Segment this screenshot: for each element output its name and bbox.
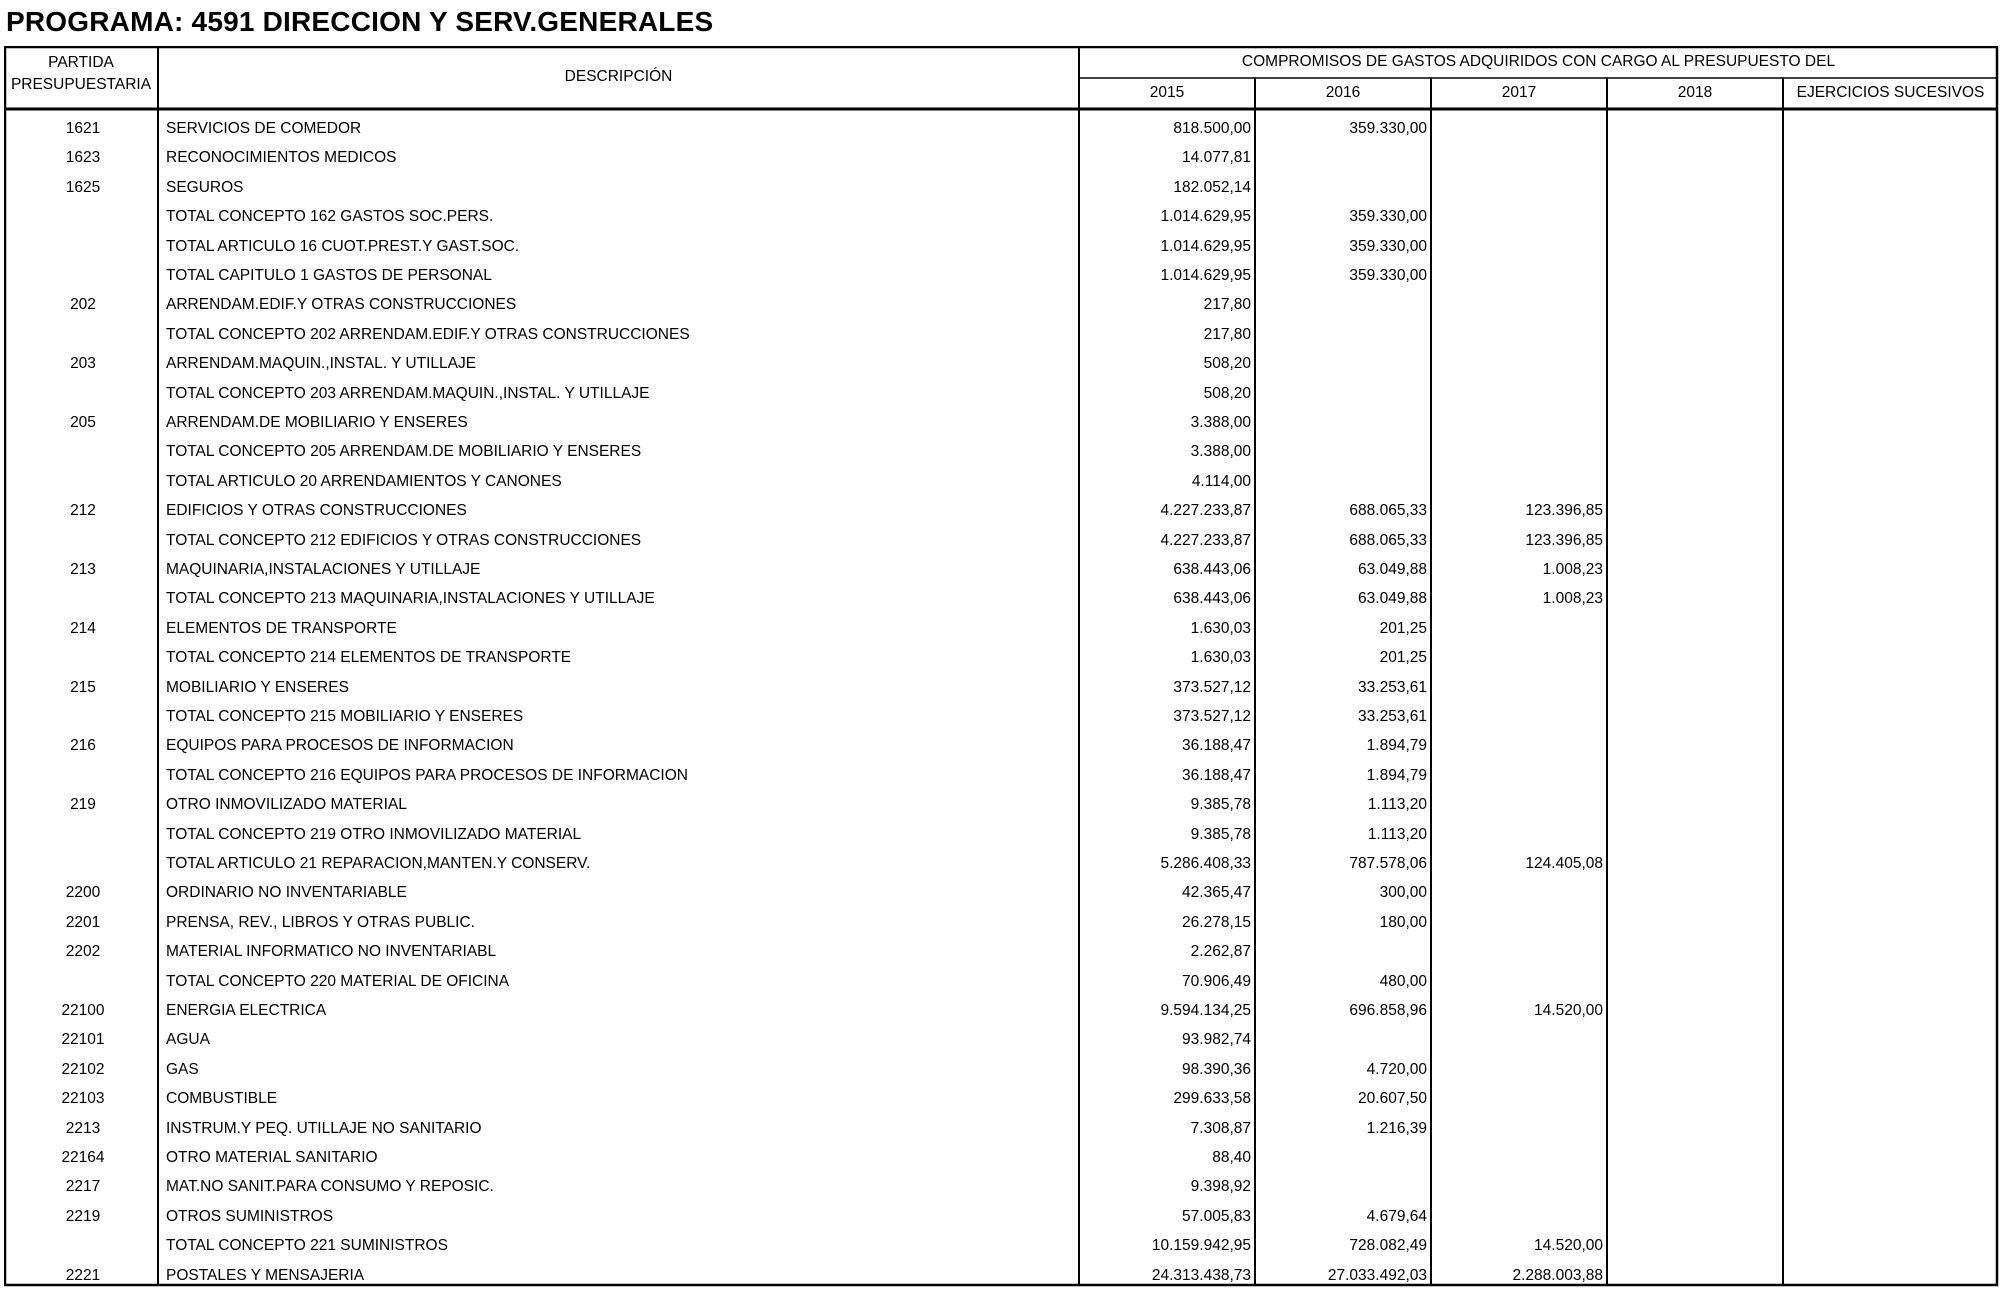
cell-2016: 4.720,00: [1366, 1060, 1427, 1078]
cell-partida: 202: [70, 296, 96, 314]
cell-partida: 22102: [61, 1060, 105, 1078]
cell-2017: 123.396,85: [1525, 531, 1603, 549]
cell-sucesivos: [1783, 496, 1994, 525]
header-partida-line1: PARTIDA: [48, 54, 114, 71]
cell-descripcion: AGUA: [166, 1031, 210, 1049]
cell-partida: [8, 232, 158, 261]
cell-descripcion: TOTAL ARTICULO 21 REPARACION,MANTEN.Y CONSERV.: [166, 855, 591, 872]
header-year-2016: 2016: [1325, 84, 1361, 101]
cell-2015: 217,80: [1203, 296, 1251, 314]
header-year-2018: 2018: [1677, 84, 1713, 101]
cell-partida: 1623: [65, 149, 101, 167]
cell-partida: 214: [70, 619, 96, 637]
cell-partida: 1621: [65, 120, 101, 137]
cell-2016: 4.679,64: [1366, 1207, 1427, 1225]
cell-2016: 359.330,00: [1349, 267, 1427, 284]
cell-partida: 216: [70, 737, 96, 755]
cell-descripcion: RECONOCIMIENTOS MEDICOS: [166, 149, 397, 167]
cell-2017: [1431, 379, 1603, 408]
cell-2017: [1431, 232, 1603, 261]
cell-2017: [1431, 790, 1603, 819]
cell-partida: 2219: [65, 1207, 101, 1225]
cell-partida: 22101: [61, 1031, 105, 1049]
cell-2017: [1431, 1172, 1603, 1201]
cell-2015: 70.906,49: [1182, 972, 1251, 990]
cell-descripcion: ORDINARIO NO INVENTARIABLE: [166, 884, 407, 902]
cell-2017: 14.520,00: [1534, 1002, 1603, 1019]
cell-2018: [1607, 349, 1779, 378]
cell-sucesivos: [1783, 643, 1994, 672]
cell-partida: 22100: [61, 1002, 105, 1019]
cell-2018: [1607, 584, 1779, 613]
cell-2015: 1.014.629,95: [1160, 267, 1251, 284]
cell-2016: 359.330,00: [1349, 237, 1427, 255]
cell-2017: [1431, 1114, 1603, 1143]
cell-partida: 212: [70, 502, 96, 520]
header-year-2015: 2015: [1149, 84, 1185, 101]
cell-descripcion: TOTAL CONCEPTO 202 ARRENDAM.EDIF.Y OTRAS CONSTRUCCIONES: [166, 325, 690, 343]
cell-sucesivos: [1783, 408, 1994, 437]
cell-partida: [8, 849, 158, 878]
cell-2016: 201,25: [1379, 619, 1427, 637]
cell-descripcion: PRENSA, REV., LIBROS Y OTRAS PUBLIC.: [166, 913, 475, 931]
cell-sucesivos: [1783, 1025, 1994, 1054]
cell-2017: [1431, 1143, 1603, 1172]
cell-2017: [1431, 908, 1603, 937]
cell-2016: 1.894,79: [1366, 766, 1427, 784]
cell-2015: 4.227.233,87: [1160, 502, 1251, 520]
cell-descripcion: ARRENDAM.EDIF.Y OTRAS CONSTRUCCIONES: [166, 296, 517, 314]
cell-descripcion: TOTAL CONCEPTO 212 EDIFICIOS Y OTRAS CONSTRUCCIONES: [166, 531, 642, 549]
cell-partida: [8, 526, 158, 555]
cell-2018: [1607, 143, 1779, 172]
cell-2017: [1431, 202, 1603, 231]
cell-sucesivos: [1783, 996, 1994, 1025]
cell-descripcion: TOTAL CONCEPTO 215 MOBILIARIO Y ENSERES: [166, 708, 524, 725]
cell-2018: [1607, 731, 1779, 760]
cell-2016: 33.253,61: [1358, 678, 1427, 696]
cell-partida: [8, 820, 158, 849]
cell-sucesivos: [1783, 173, 1994, 202]
cell-2017: [1431, 1084, 1603, 1113]
cell-2018: [1607, 320, 1779, 349]
cell-descripcion: INSTRUM.Y PEQ. UTILLAJE NO SANITARIO: [166, 1119, 482, 1137]
cell-sucesivos: [1783, 1261, 1994, 1290]
header-year-2017: 2017: [1501, 84, 1537, 101]
cell-partida: 203: [70, 355, 96, 373]
cell-2017: [1431, 614, 1603, 643]
cell-2018: [1607, 1025, 1779, 1054]
cell-2015: 4.227.233,87: [1160, 531, 1251, 549]
cell-2018: [1607, 173, 1779, 202]
cell-2015: 98.390,36: [1182, 1060, 1251, 1078]
cell-2018: [1607, 702, 1779, 731]
cell-partida: [8, 379, 158, 408]
cell-2017: [1431, 437, 1603, 466]
cell-sucesivos: [1783, 1055, 1994, 1084]
cell-partida: [8, 467, 158, 496]
cell-2015: 1.014.629,95: [1160, 237, 1251, 255]
cell-sucesivos: [1783, 1084, 1994, 1113]
cell-2015: 88,40: [1212, 1149, 1251, 1166]
cell-2017: [1431, 114, 1603, 143]
cell-partida: [8, 643, 158, 672]
cell-sucesivos: [1783, 908, 1994, 937]
cell-sucesivos: [1783, 320, 1994, 349]
cell-2017: 124.405,08: [1525, 855, 1603, 872]
cell-partida: 213: [70, 561, 96, 578]
cell-sucesivos: [1783, 1172, 1994, 1201]
cell-sucesivos: [1783, 673, 1994, 702]
cell-2016: 359.330,00: [1349, 120, 1427, 137]
cell-sucesivos: [1783, 702, 1994, 731]
cell-2017: [1431, 349, 1603, 378]
cell-sucesivos: [1783, 1202, 1994, 1231]
cell-2017: [1431, 967, 1603, 996]
cell-sucesivos: [1783, 290, 1994, 319]
cell-2018: [1607, 1055, 1779, 1084]
cell-descripcion: ARRENDAM.DE MOBILIARIO Y ENSERES: [166, 414, 468, 431]
cell-2016: [1255, 379, 1427, 408]
cell-sucesivos: [1783, 526, 1994, 555]
cell-2018: [1607, 937, 1779, 966]
header-ejercicios-sucesivos: EJERCICIOS SUCESIVOS: [1796, 84, 1985, 101]
cell-2015: 36.188,47: [1182, 737, 1251, 755]
cell-sucesivos: [1783, 967, 1994, 996]
cell-2016: 728.082,49: [1349, 1237, 1427, 1255]
cell-2018: [1607, 202, 1779, 231]
cell-2018: [1607, 290, 1779, 319]
cell-2015: 1.630,03: [1190, 619, 1251, 637]
cell-2017: [1431, 761, 1603, 790]
cell-2018: [1607, 379, 1779, 408]
cell-2016: 201,25: [1379, 649, 1427, 667]
cell-partida: 2202: [65, 943, 101, 961]
cell-2016: 1.113,20: [1367, 796, 1427, 814]
cell-2015: 1.014.629,95: [1160, 208, 1251, 226]
cell-2018: [1607, 1231, 1779, 1260]
cell-descripcion: EDIFICIOS Y OTRAS CONSTRUCCIONES: [166, 502, 467, 520]
cell-2017: [1431, 408, 1603, 437]
cell-descripcion: MAQUINARIA,INSTALACIONES Y UTILLAJE: [166, 561, 481, 578]
cell-2015: 299.633,58: [1173, 1090, 1251, 1108]
cell-2016: [1255, 467, 1427, 496]
cell-partida: 205: [70, 414, 96, 431]
cell-2017: [1431, 820, 1603, 849]
cell-2018: [1607, 496, 1779, 525]
cell-partida: 2213: [65, 1119, 101, 1137]
cell-partida: [8, 1231, 158, 1260]
cell-2015: 36.188,47: [1182, 766, 1251, 784]
cell-descripcion: TOTAL CAPITULO 1 GASTOS DE PERSONAL: [166, 267, 492, 284]
cell-2018: [1607, 996, 1779, 1025]
cell-sucesivos: [1783, 849, 1994, 878]
cell-2015: 9.385,78: [1190, 796, 1251, 814]
cell-partida: [8, 702, 158, 731]
cell-sucesivos: [1783, 614, 1994, 643]
cell-partida: 2217: [65, 1178, 101, 1196]
cell-sucesivos: [1783, 1143, 1994, 1172]
cell-2018: [1607, 643, 1779, 672]
cell-descripcion: OTRO INMOVILIZADO MATERIAL: [166, 796, 407, 814]
cell-2018: [1607, 1202, 1779, 1231]
cell-descripcion: TOTAL CONCEPTO 213 MAQUINARIA,INSTALACIONES Y UTILLAJE: [166, 590, 655, 608]
cell-2018: [1607, 526, 1779, 555]
cell-partida: [8, 261, 158, 290]
cell-partida: 2200: [65, 884, 101, 902]
cell-2016: [1255, 1172, 1427, 1201]
cell-partida: 22103: [61, 1090, 105, 1108]
cell-2015: 508,20: [1203, 384, 1251, 402]
budget-table: [4, 46, 2000, 1288]
cell-2015: 1.630,03: [1190, 649, 1251, 667]
cell-descripcion: ENERGIA ELECTRICA: [166, 1002, 327, 1019]
cell-2016: [1255, 320, 1427, 349]
cell-2018: [1607, 467, 1779, 496]
cell-2017: [1431, 467, 1603, 496]
cell-2016: [1255, 290, 1427, 319]
cell-sucesivos: [1783, 555, 1994, 584]
cell-sucesivos: [1783, 349, 1994, 378]
cell-2018: [1607, 849, 1779, 878]
cell-sucesivos: [1783, 437, 1994, 466]
cell-2017: 123.396,85: [1525, 502, 1603, 520]
cell-descripcion: TOTAL ARTICULO 16 CUOT.PREST.Y GAST.SOC.: [166, 237, 520, 255]
cell-2018: [1607, 790, 1779, 819]
cell-descripcion: SEGUROS: [166, 178, 244, 196]
cell-descripcion: TOTAL CONCEPTO 162 GASTOS SOC.PERS.: [166, 208, 494, 226]
cell-sucesivos: [1783, 202, 1994, 231]
cell-partida: 215: [70, 678, 96, 696]
header-partida-line2: PRESUPUESTARIA: [10, 76, 152, 93]
cell-2015: 4.114,00: [1191, 472, 1251, 490]
cell-descripcion: MATERIAL INFORMATICO NO INVENTARIABL: [166, 943, 497, 961]
cell-2017: [1431, 673, 1603, 702]
cell-sucesivos: [1783, 761, 1994, 790]
cell-sucesivos: [1783, 1114, 1994, 1143]
cell-2015: 10.159.942,95: [1151, 1237, 1251, 1255]
cell-descripcion: MOBILIARIO Y ENSERES: [166, 678, 349, 696]
cell-2018: [1607, 1172, 1779, 1201]
cell-2015: 93.982,74: [1182, 1031, 1251, 1049]
cell-partida: [8, 320, 158, 349]
cell-2016: 63.049,88: [1358, 561, 1427, 578]
cell-2017: [1431, 173, 1603, 202]
cell-2016: [1255, 937, 1427, 966]
cell-2017: [1431, 1025, 1603, 1054]
cell-2018: [1607, 908, 1779, 937]
cell-2018: [1607, 232, 1779, 261]
cell-sucesivos: [1783, 261, 1994, 290]
cell-2015: 24.313.438,73: [1151, 1266, 1251, 1284]
cell-sucesivos: [1783, 143, 1994, 172]
cell-2018: [1607, 820, 1779, 849]
cell-descripcion: TOTAL CONCEPTO 221 SUMINISTROS: [166, 1237, 448, 1255]
cell-partida: [8, 761, 158, 790]
cell-partida: [8, 202, 158, 231]
cell-2018: [1607, 614, 1779, 643]
cell-2015: 9.398,92: [1190, 1178, 1251, 1196]
cell-2016: 787.578,06: [1349, 855, 1427, 872]
cell-descripcion: MAT.NO SANIT.PARA CONSUMO Y REPOSIC.: [166, 1178, 494, 1196]
cell-descripcion: OTROS SUMINISTROS: [166, 1207, 334, 1225]
cell-sucesivos: [1783, 379, 1994, 408]
cell-2015: 9.594.134,25: [1160, 1002, 1251, 1019]
cell-2016: 359.330,00: [1349, 208, 1427, 226]
cell-sucesivos: [1783, 467, 1994, 496]
cell-2015: 26.278,15: [1182, 913, 1251, 931]
cell-2015: 5.286.408,33: [1160, 855, 1251, 872]
cell-2015: 3.388,00: [1190, 414, 1251, 431]
page-title: PROGRAMA: 4591 DIRECCION Y SERV.GENERALES: [6, 6, 714, 37]
cell-2015: 373.527,12: [1173, 708, 1251, 725]
cell-descripcion: POSTALES Y MENSAJERIA: [166, 1266, 365, 1284]
cell-2018: [1607, 878, 1779, 907]
header-compromisos: COMPROMISOS DE GASTOS ADQUIRIDOS CON CARGO AL PRESUPUESTO DEL: [1241, 53, 1836, 70]
cell-descripcion: EQUIPOS PARA PROCESOS DE INFORMACION: [166, 737, 514, 755]
cell-2018: [1607, 437, 1779, 466]
cell-2016: 180,00: [1379, 913, 1427, 931]
cell-descripcion: ARRENDAM.MAQUIN.,INSTAL. Y UTILLAJE: [166, 355, 477, 373]
cell-2018: [1607, 555, 1779, 584]
cell-2016: 1.216,39: [1366, 1119, 1427, 1137]
cell-2017: [1431, 878, 1603, 907]
cell-2016: [1255, 408, 1427, 437]
cell-2016: [1255, 143, 1427, 172]
cell-descripcion: TOTAL CONCEPTO 220 MATERIAL DE OFICINA: [166, 972, 510, 990]
cell-2015: 182.052,14: [1173, 178, 1251, 196]
cell-partida: [8, 437, 158, 466]
cell-sucesivos: [1783, 1231, 1994, 1260]
cell-descripcion: TOTAL ARTICULO 20 ARRENDAMIENTOS Y CANONES: [166, 472, 562, 490]
cell-descripcion: ELEMENTOS DE TRANSPORTE: [166, 619, 397, 637]
cell-2017: 1.008,23: [1542, 561, 1603, 578]
cell-2015: 508,20: [1203, 355, 1251, 373]
cell-sucesivos: [1783, 232, 1994, 261]
cell-2017: [1431, 1202, 1603, 1231]
cell-2015: 57.005,83: [1182, 1207, 1251, 1225]
cell-2015: 7.308,87: [1190, 1119, 1251, 1137]
cell-2015: 638.443,06: [1173, 561, 1251, 578]
cell-2018: [1607, 1084, 1779, 1113]
cell-2015: 42.365,47: [1182, 884, 1251, 902]
cell-2015: 14.077,81: [1182, 149, 1251, 167]
cell-2015: 638.443,06: [1173, 590, 1251, 608]
cell-2017: [1431, 643, 1603, 672]
cell-2016: 688.065,33: [1349, 502, 1427, 520]
cell-2018: [1607, 408, 1779, 437]
cell-2016: 33.253,61: [1358, 708, 1427, 725]
cell-2018: [1607, 261, 1779, 290]
cell-sucesivos: [1783, 731, 1994, 760]
cell-2016: 63.049,88: [1358, 590, 1427, 608]
cell-2017: [1431, 702, 1603, 731]
cell-2016: [1255, 1143, 1427, 1172]
cell-descripcion: TOTAL CONCEPTO 214 ELEMENTOS DE TRANSPORTE: [166, 649, 572, 667]
cell-2018: [1607, 761, 1779, 790]
cell-partida: 219: [70, 796, 96, 814]
cell-2017: [1431, 731, 1603, 760]
cell-2016: 480,00: [1379, 972, 1427, 990]
cell-partida: 22164: [61, 1149, 105, 1166]
cell-2016: [1255, 1025, 1427, 1054]
cell-2015: 373.527,12: [1173, 678, 1251, 696]
cell-2017: [1431, 290, 1603, 319]
cell-2015: 3.388,00: [1190, 443, 1251, 461]
cell-2016: [1255, 349, 1427, 378]
cell-partida: [8, 967, 158, 996]
cell-2017: [1431, 320, 1603, 349]
cell-2017: [1431, 937, 1603, 966]
cell-sucesivos: [1783, 820, 1994, 849]
cell-2017: [1431, 143, 1603, 172]
cell-descripcion: SERVICIOS DE COMEDOR: [166, 120, 362, 137]
cell-2015: 2.262,87: [1190, 943, 1251, 961]
cell-descripcion: TOTAL CONCEPTO 219 OTRO INMOVILIZADO MATERIAL: [166, 825, 582, 843]
cell-2017: 2.288.003,88: [1512, 1266, 1603, 1284]
cell-descripcion: TOTAL CONCEPTO 203 ARRENDAM.MAQUIN.,INSTAL. Y UTILLAJE: [166, 384, 650, 402]
cell-descripcion: COMBUSTIBLE: [166, 1090, 278, 1108]
cell-2016: 300,00: [1379, 884, 1427, 902]
cell-2018: [1607, 1114, 1779, 1143]
cell-2015: 217,80: [1203, 325, 1251, 343]
cell-2016: 1.894,79: [1366, 737, 1427, 755]
cell-2018: [1607, 967, 1779, 996]
cell-2016: [1255, 173, 1427, 202]
cell-2018: [1607, 1261, 1779, 1290]
cell-descripcion: TOTAL CONCEPTO 216 EQUIPOS PARA PROCESOS DE INFORMACION: [166, 766, 688, 784]
cell-2018: [1607, 1143, 1779, 1172]
cell-2018: [1607, 673, 1779, 702]
cell-descripcion: OTRO MATERIAL SANITARIO: [166, 1149, 378, 1166]
cell-sucesivos: [1783, 937, 1994, 966]
header-descripcion: DESCRIPCIÓN: [564, 68, 673, 85]
cell-2016: 1.113,20: [1367, 825, 1427, 843]
cell-partida: [8, 584, 158, 613]
cell-2017: 14.520,00: [1534, 1237, 1603, 1255]
cell-2016: 696.858,96: [1349, 1002, 1427, 1019]
cell-2017: [1431, 261, 1603, 290]
cell-partida: 2201: [65, 913, 101, 931]
cell-sucesivos: [1783, 878, 1994, 907]
cell-2017: [1431, 1055, 1603, 1084]
cell-2016: 27.033.492,03: [1327, 1266, 1427, 1284]
cell-2017: 1.008,23: [1542, 590, 1603, 608]
cell-2016: 20.607,50: [1358, 1090, 1427, 1108]
cell-2015: 9.385,78: [1190, 825, 1251, 843]
cell-2016: 688.065,33: [1349, 531, 1427, 549]
cell-2015: 818.500,00: [1173, 120, 1251, 137]
cell-descripcion: TOTAL CONCEPTO 205 ARRENDAM.DE MOBILIARIO Y ENSERES: [166, 443, 642, 461]
header-partida: [4, 52, 158, 96]
cell-sucesivos: [1783, 790, 1994, 819]
cell-sucesivos: [1783, 114, 1994, 143]
cell-2018: [1607, 114, 1779, 143]
cell-descripcion: GAS: [166, 1060, 199, 1078]
cell-partida: 1625: [65, 178, 101, 196]
cell-2016: [1255, 437, 1427, 466]
cell-partida: 2221: [65, 1266, 101, 1284]
cell-sucesivos: [1783, 584, 1994, 613]
